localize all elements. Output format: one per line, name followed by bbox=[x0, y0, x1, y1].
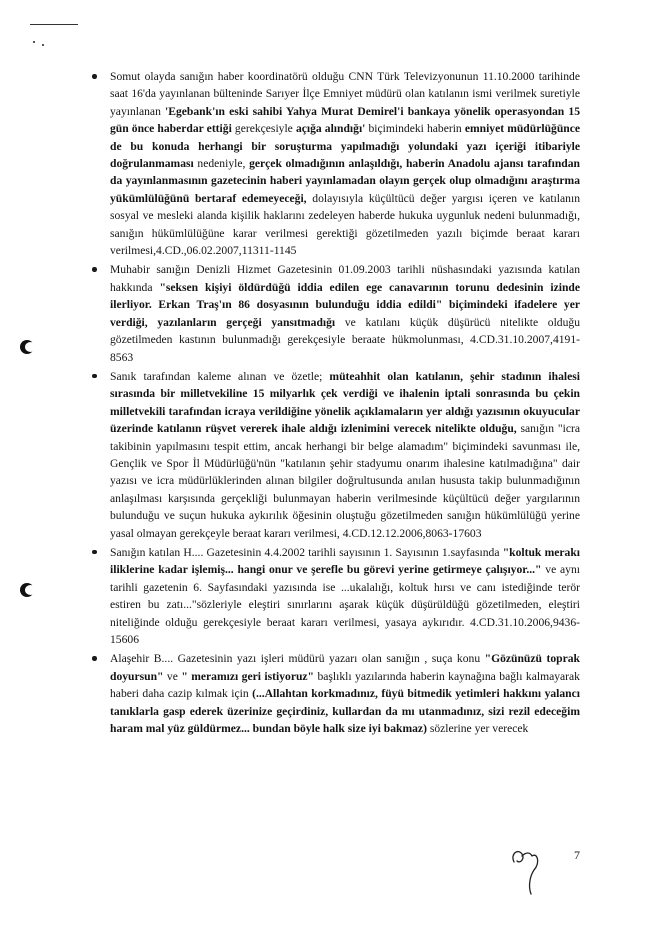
text-run-bold: emniyet müdürlüğünce de bu konuda herhangi bir soruşturma yapılmadığı yolundaki yazı içeriği itibariyle doğrulanmaması bbox=[110, 122, 581, 171]
text-run: nedeniyle, bbox=[193, 157, 250, 171]
text-run: Muhabir sanığın Denizli Hizmet Gazetesinin 01.09.2003 tarihli nüshasındaki yazısında katılan hakkında bbox=[110, 263, 580, 294]
text-run: başlıklı yazılarında haberin kaynağına bağlı kalmayarak haberi daha cazip kılmak için bbox=[110, 669, 580, 701]
text-run-bold: "seksen kişiyi öldürdüğü iddia edilen ege canavarının torunu dedesinin izinde ilerliyor. Erkan Traş'ın 86 dosyasının bulunduğu iddia edildi" biçimindeki ifadelere yer verdiği, yazılanların gerçeği yansıtmadığı bbox=[110, 280, 580, 329]
text-run-bold: " meramızı geri istiyoruz" bbox=[181, 669, 314, 683]
bullet-icon bbox=[92, 550, 97, 555]
bullet-icon bbox=[92, 374, 97, 379]
text-run-bold: gerçek olmadığının anlaşıldığı, haberin Anadolu ajansı tarafından da yayınlanmasının gazetecinin haberi yayınlamadan olayın gerçek olup olmadığını araştırma yükümlülüğünü bertaraf edemeyeceği, bbox=[110, 157, 580, 205]
top-rule bbox=[30, 24, 78, 25]
text-run-bold: müteahhit olan katılanın, şehir stadının ihalesi sırasında bir milletvekiline 15 milyarlık çek verdiği ve ihalenin iptali sonrasında bu çekin milletvekili tarafından icraya verildiğine yönelik açıklamaların yer aldığı yazısının okuyucular üzerinde katılanın rüşvet vererek ihale aldığı izlenimini verecek nitelikte olduğu, bbox=[110, 369, 580, 436]
text-run: ve katılanı küçük düşürücü nitelikte olduğu gözetilmeden kastının bulunmadığı gerekçesiyle beraate hükmolunması, 4.CD.31.10.2007,4191-8563 bbox=[110, 315, 580, 364]
bullet-icon bbox=[92, 74, 97, 79]
text-run: sanığın "icra takibinin yapılmasını tespit ettim, ancak herhangi bir belge alamadım" biçimindeki savunması ile, Gençlik ve Spor İl Müdürlüğü'nün "katılanın şehir stadyumu onarım ihalesine katılmadığına" dair yazısı ve icra müdürlüklerinden alınan bilgiler doğrultusunda anılan hususta takip bulunmadığının anlaşılması karşısında gerçekliği bulunmayan haberin verilmesinde küçültücü değer yargılarının bulunduğu ve suçun hukuka aykırılık öğesinin oluştuğu gözetilmeden sanığın hükümlülüğü yerine yasal olmayan gerekçeyle beraat kararı verilmesi, 4.CD.12.12.2006,8063-17603 bbox=[110, 422, 580, 540]
bullet-icon bbox=[92, 267, 97, 272]
list-item bbox=[110, 261, 580, 365]
scan-speck bbox=[42, 44, 44, 46]
text-run-bold: "koltuk merakı iliklerine kadar işlemiş... hangi onur ve şerefle bu görevi yerine getirmeye çalışıyor..." bbox=[110, 545, 580, 577]
text-run: Somut olayda sanığın haber koordinatörü olduğu CNN Türk Televizyonunun 11.10.2000 tarihinde saat 16'da yayınlanan bülteninde Sarıyer İlçe Emniyet müdürü olan katılanın ismi verilmek suretiyle yayınlanan bbox=[110, 70, 580, 118]
list-item bbox=[110, 368, 580, 542]
text-run: Alaşehir B.... Gazetesinin yazı işleri müdürü yazarı olan sanığın , suça konu bbox=[110, 652, 485, 666]
text-run: sözlerine yer verecek bbox=[426, 722, 529, 736]
text-run: Sanık tarafından kaleme alınan ve özetle; bbox=[110, 369, 330, 383]
list-item bbox=[110, 68, 580, 259]
text-run: Sanığın katılan H.... Gazetesinin 4.4.2002 tarihli sayısının 1. Sayısının 1.sayfasında bbox=[110, 545, 503, 559]
text-run: ve bbox=[163, 669, 182, 683]
text-run: ve aynı tarihli gazetenin 6. Sayfasındaki yazısında ise ...ukalalığı, koltuk hırsı ve canı istediğinde terör estiren bu zatı..."sözleriyle eleştiri sınırlarını aşarak küçük düşürüldüğü gözetilmeden, eleştiri niteliğinde olduğu gerekçesiyle beraat kararı verilmesi, yasaya aykırıdır. 4.CD.31.10.2006,9436-15606 bbox=[110, 563, 580, 646]
handwritten-signature bbox=[508, 840, 548, 900]
text-run: biçimindeki haberin bbox=[365, 122, 465, 136]
list-item bbox=[110, 544, 580, 648]
text-run-bold: "Gözünüzü toprak doyursun" bbox=[110, 652, 580, 683]
text-run-bold: açığa alındığı' bbox=[295, 122, 366, 136]
bullet-icon bbox=[92, 656, 97, 661]
punch-hole-mark bbox=[20, 583, 34, 597]
text-run: gerekçesiyle bbox=[231, 122, 296, 136]
scan-speck bbox=[33, 41, 35, 43]
punch-hole-mark bbox=[20, 340, 34, 354]
text-run-bold: (...Allahtan korkmadınız, füyü bitmedik yetimleri hakkını yalancı tanıklarla gasp ederek üzerinize geçirdiniz, kullardan da mı utanmadınız, sizi rezil edeceğim haram mal yüz güldürmez... bundan böyle halk size iyi bakmaz) bbox=[110, 687, 580, 736]
document-body bbox=[110, 68, 580, 739]
text-run-bold: 'Egebank'ın eski sahibi Yahya Murat Demirel'i bankaya yönelik operasyondan 15 gün önce haberdar ettiği bbox=[110, 104, 580, 136]
text-run: dolayısıyla küçültücü değer yargısı içeren ve katılanın sosyal ve mesleki alanda kişilik haklarını zedeleyen haberde hukuka uygunluk nedeni bulunmadığı, sanığın hükümlülüğüne karar verilmesi gerektiği gözetilmeden yazılı biçimde beraat kararı verilmesi,4.CD.,06.02.2007,11311-1145 bbox=[110, 191, 580, 258]
list-item bbox=[110, 650, 580, 737]
page-number: 7 bbox=[574, 848, 580, 862]
